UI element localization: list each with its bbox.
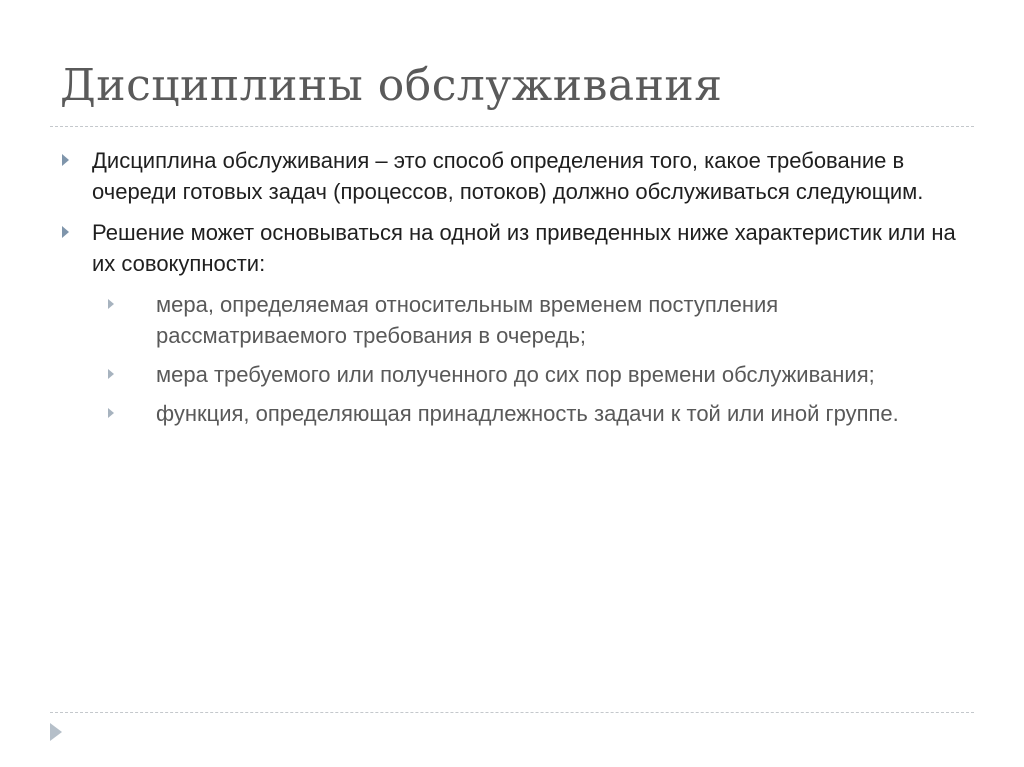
- triangle-bullet-icon: [62, 226, 69, 238]
- title-divider: [50, 126, 974, 127]
- bullet-item: [60, 217, 960, 279]
- triangle-arrow-icon: [50, 723, 62, 741]
- footer-divider: [50, 712, 974, 713]
- sub-bullet-text: мера требуемого или полученного до сих пор времени обслуживания;: [156, 362, 875, 387]
- sub-bullet-item: [104, 359, 960, 390]
- sub-bullet-text: мера, определяемая относительным временем поступления рассматриваемого требования в очередь;: [156, 292, 779, 348]
- slide-title: Дисциплины обслуживания: [60, 60, 723, 111]
- small-triangle-bullet-icon: [108, 299, 114, 309]
- sub-bullet-item: [104, 289, 960, 351]
- bullet-text: Дисциплина обслуживания – это способ определения того, какое требование в очереди готовых задач (процессов, потоков) должно обслуживаться следующим.: [92, 148, 924, 204]
- sub-bullet-text: функция, определяющая принадлежность задачи к той или иной группе.: [156, 401, 899, 426]
- triangle-bullet-icon: [62, 154, 69, 166]
- small-triangle-bullet-icon: [108, 369, 114, 379]
- bullet-item: [60, 145, 960, 207]
- slide-content: [60, 145, 960, 437]
- sub-bullet-item: [104, 398, 960, 429]
- small-triangle-bullet-icon: [108, 408, 114, 418]
- bullet-text: Решение может основываться на одной из приведенных ниже характеристик или на их совокупности:: [92, 220, 956, 276]
